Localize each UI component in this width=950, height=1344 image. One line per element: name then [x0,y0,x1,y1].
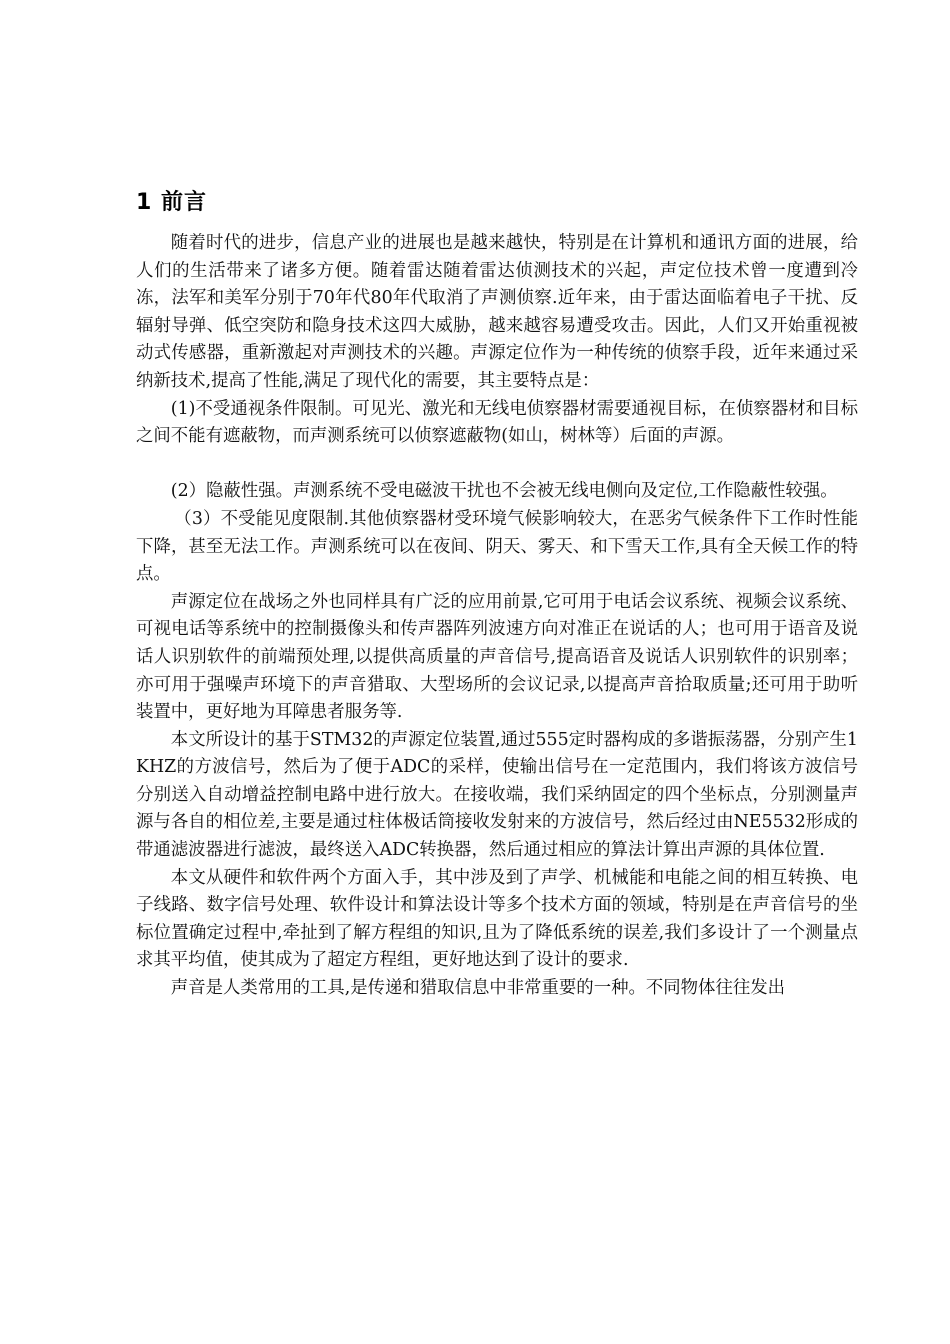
paragraph-sound: 声音是人类常用的工具,是传递和猎取信息中非常重要的一种。不同物体往往发出 [170,978,786,999]
paragraph-design: 本文所设计的基于STM32的声源定位装置,通过555定时器构成的多谐振荡器，分别产生1KHZ的方波信号，然后为了便于ADC的采样，使输出信号在一定范围内，我们将该方波信号分别送入自动增益控制电路中进行放大。在接收端，我们采纳固定的四个坐标点，分别测量声源与各自的相位差,主要是通过柱体极话筒接收发射来的方波信号，然后经过由NE5532形成的带通滤波器进行滤波，最终送入ADC转换器，然后通过相应的算法计算出声源的具体位置. [136,729,858,861]
paragraph-feature-2: (2）隐蔽性强。声测系统不受电磁波干扰也不会被无线电侧向及定位,工作隐蔽性较强。 [170,481,838,502]
paragraph-applications: 声源定位在战场之外也同样具有广泛的应用前景,它可用于电话会议系统、视频会议系统、可视电话等系统中的控制摄像头和传声器阵列波速方向对准正在说话的人；也可用于语音及说话人识别软件的前端预处理,以提供高质量的声音信号,提高语音及说话人识别软件的识别率；亦可用于强噪声环境下的声音猎取、大型场所的会议记录,以提高声音拾取质量;还可用于助听装置中，更好地为耳障患者服务等. [136,591,858,723]
section-heading: 1 前言 [136,190,207,215]
body-text [136,230,858,1003]
paragraph-feature-1: (1)不受通视条件限制。可见光、激光和无线电侦察器材需要通视目标，在侦察器材和目标之间不能有遮蔽物，而声测系统可以侦察遮蔽物(如山，树林等）后面的声源。 [136,398,858,447]
paragraph-feature-3: （3）不受能见度限制.其他侦察器材受环境气候影响较大，在恶劣气候条件下工作时性能下降，甚至无法工作。声测系统可以在夜间、阴天、雾天、和下雪天工作,具有全天候工作的特点。 [136,508,858,585]
paragraph-approach: 本文从硬件和软件两个方面入手，其中涉及到了声学、机械能和电能之间的相互转换、电子线路、数字信号处理、软件设计和算法设计等多个技术方面的领域，特别是在声音信号的坐标位置确定过程中,牵扯到了解方程组的知识,且为了降低系统的误差,我们多设计了一个测量点求其平均值，使其成为了超定方程组，更好地达到了设计的要求. [136,867,858,971]
paragraph-intro: 随着时代的进步，信息产业的进展也是越来越快，特别是在计算机和通讯方面的进展，给人们的生活带来了诸多方便。随着雷达随着雷达侦测技术的兴起，声定位技术曾一度遭到冷冻，法军和美军分别于70年代80年代取消了声测侦察.近年来，由于雷达面临着电子干扰、反辐射导弹、低空突防和隐身技术这四大威胁，越来越容易遭受攻击。因此，人们又开始重视被动式传感器，重新激起对声测技术的兴趣。声源定位作为一种传统的侦察手段，近年来通过采纳新技术,提高了性能,满足了现代化的需要，其主要特点是： [136,233,858,391]
